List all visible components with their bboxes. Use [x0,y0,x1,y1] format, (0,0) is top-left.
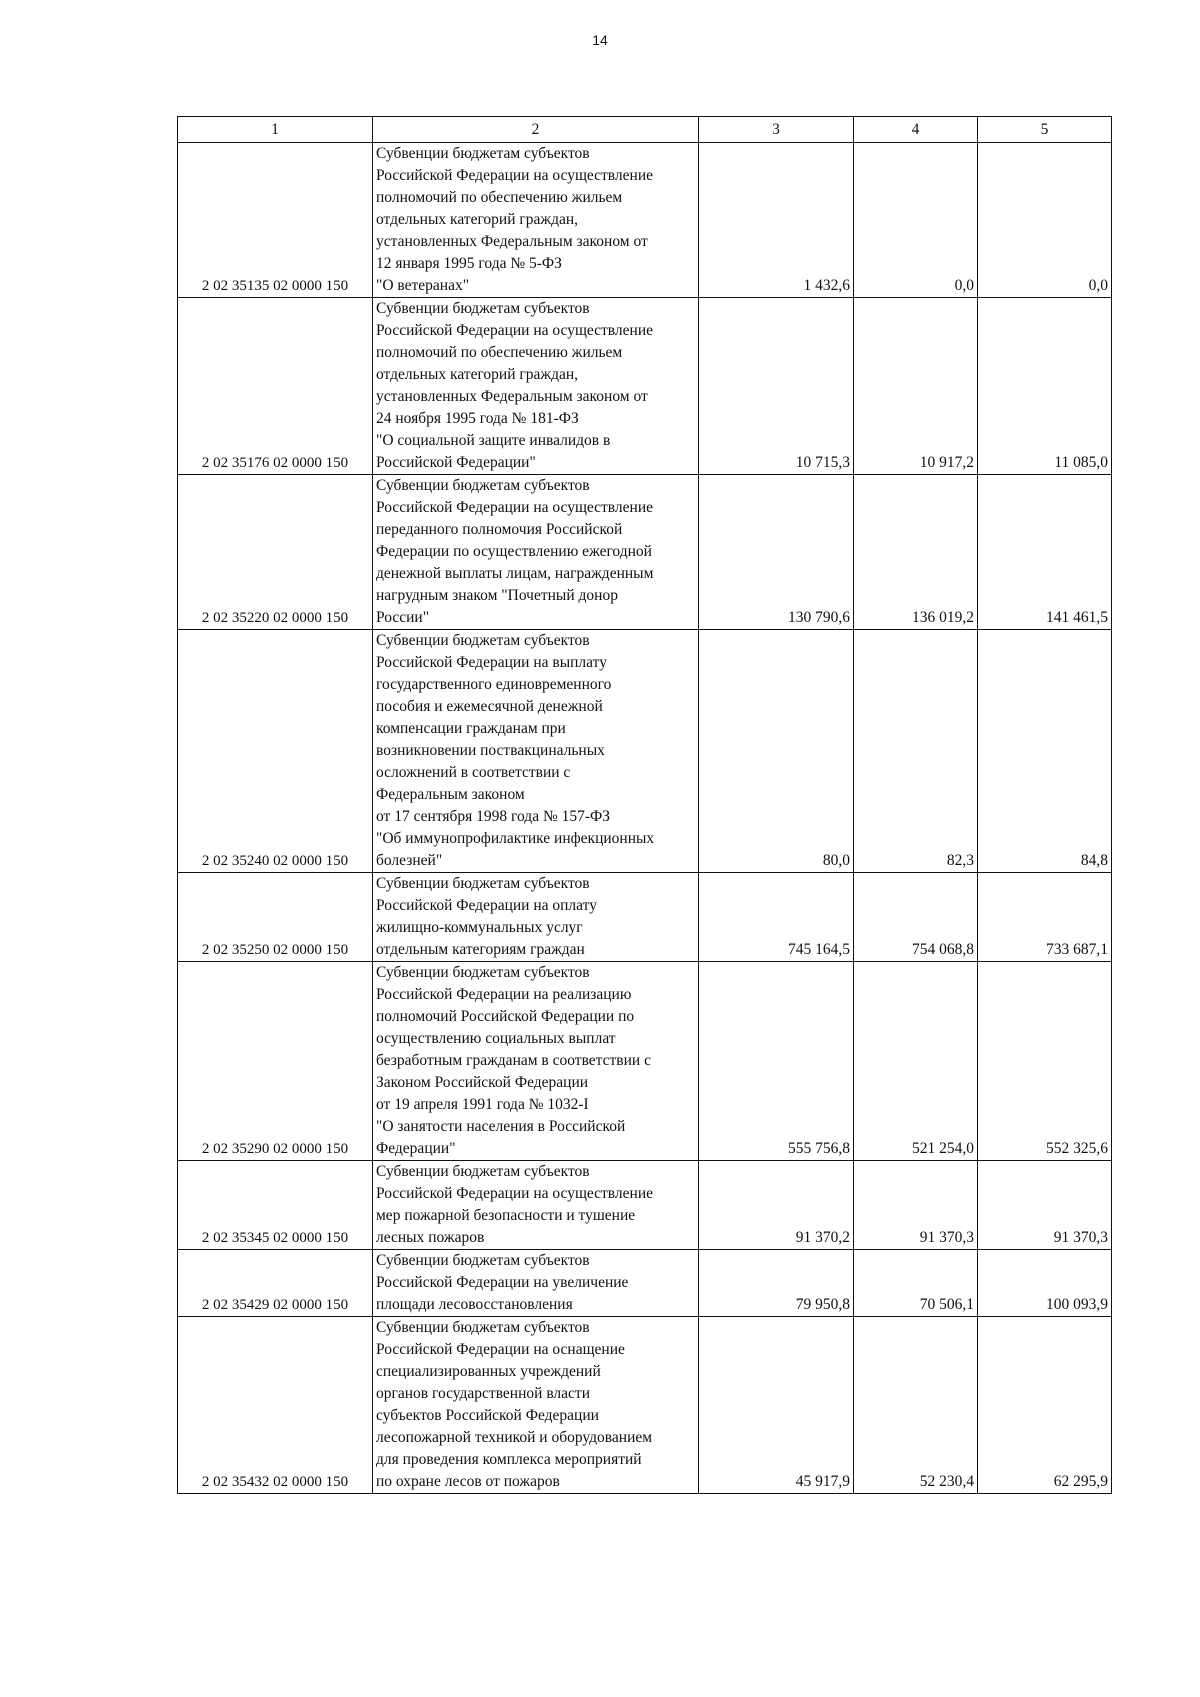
budget-code-cell: 2 02 35432 02 0000 150 [178,1317,373,1494]
amount-col5-cell: 0,0 [978,143,1112,298]
description-line: субъектов Российской Федерации [376,1407,599,1424]
description-line: полномочий по обеспечению жильем [376,344,623,361]
description-line: для проведения комплекса мероприятий [376,1451,642,1468]
amount-col4-cell: 10 917,2 [854,298,978,475]
description-cell [373,1250,699,1317]
description-line: Российской Федерации" [376,454,536,471]
amount-col4-cell: 52 230,4 [854,1317,978,1494]
description-line: Субвенции бюджетам субъектов [376,1319,590,1336]
header-col-2: 2 [373,117,699,143]
budget-code-cell: 2 02 35220 02 0000 150 [178,475,373,630]
description-line: Российской Федерации на осуществление [376,499,654,516]
description-line: Российской Федерации на увеличение [376,1274,629,1291]
description-line: мер пожарной безопасности и тушение [376,1207,636,1224]
description-line: жилищно-коммунальных услуг [376,919,583,936]
description-line: "О ветеранах" [376,277,470,294]
description-cell [373,630,699,873]
description-line: переданного полномочия Российской [376,521,623,538]
description-line: Субвенции бюджетам субъектов [376,300,590,317]
table-body [178,143,1112,1494]
description-line: по охране лесов от пожаров [376,1473,560,1490]
table-row [178,962,1112,1161]
description-line: Субвенции бюджетам субъектов [376,875,590,892]
description-line: Федеральным законом [376,786,525,803]
amount-col4-cell: 82,3 [854,630,978,873]
description-line: государственного единовременного [376,676,612,693]
description-line: Федерации по осуществлению ежегодной [376,543,652,560]
description-line: специализированных учреждений [376,1363,601,1380]
description-line: от 17 сентября 1998 года № 157-ФЗ [376,808,611,825]
amount-col5-cell: 11 085,0 [978,298,1112,475]
description-line: от 19 апреля 1991 года № 1032-I [376,1096,589,1113]
description-cell [373,873,699,962]
description-line: болезней" [376,852,443,869]
table-row [178,1161,1112,1250]
amount-col4-cell: 91 370,3 [854,1161,978,1250]
description-line: России" [376,609,430,626]
table-row [178,630,1112,873]
budget-code-cell: 2 02 35135 02 0000 150 [178,143,373,298]
budget-table [177,116,1112,1494]
description-line: Субвенции бюджетам субъектов [376,477,590,494]
amount-col5-cell: 84,8 [978,630,1112,873]
description-line: установленных Федеральным законом от [376,233,648,250]
description-line: отдельных категорий граждан, [376,366,579,383]
description-line: отдельным категориям граждан [376,941,585,958]
description-line: возникновении поствакцинальных [376,742,605,759]
description-line: Субвенции бюджетам субъектов [376,1252,590,1269]
description-line: пособия и ежемесячной денежной [376,698,603,715]
description-line: Российской Федерации на осуществление [376,167,654,184]
description-line: Российской Федерации на оплату [376,897,597,914]
description-line: Российской Федерации на осуществление [376,1185,654,1202]
description-line: Субвенции бюджетам субъектов [376,632,590,649]
description-line: лесопожарной техникой и оборудованием [376,1429,653,1446]
header-col-3: 3 [699,117,854,143]
table-row [178,1250,1112,1317]
description-line: установленных Федеральным законом от [376,388,648,405]
description-line: "О занятости населения в Российской [376,1118,626,1135]
amount-col4-cell: 521 254,0 [854,962,978,1161]
description-line: 24 ноября 1995 года № 181-ФЗ [376,410,579,427]
table-row [178,1317,1112,1494]
amount-col4-cell: 0,0 [854,143,978,298]
description-cell [373,143,699,298]
header-col-1: 1 [178,117,373,143]
description-line: полномочий по обеспечению жильем [376,189,623,206]
amount-col3-cell: 79 950,8 [699,1250,854,1317]
description-line: Законом Российской Федерации [376,1074,589,1091]
budget-code-cell: 2 02 35290 02 0000 150 [178,962,373,1161]
description-line: компенсации гражданам при [376,720,566,737]
description-line: "О социальной защите инвалидов в [376,432,611,449]
description-cell [373,475,699,630]
description-line: 12 января 1995 года № 5-ФЗ [376,255,562,272]
description-line: Субвенции бюджетам субъектов [376,1163,590,1180]
table-row [178,298,1112,475]
amount-col4-cell: 70 506,1 [854,1250,978,1317]
amount-col3-cell: 130 790,6 [699,475,854,630]
description-cell [373,1161,699,1250]
budget-code-cell: 2 02 35240 02 0000 150 [178,630,373,873]
budget-code-cell: 2 02 35345 02 0000 150 [178,1161,373,1250]
table-row [178,143,1112,298]
table-row [178,475,1112,630]
description-cell [373,1317,699,1494]
budget-code-cell: 2 02 35429 02 0000 150 [178,1250,373,1317]
description-line: полномочий Российской Федерации по [376,1008,635,1025]
page-number: 14 [592,32,608,48]
description-line: лесных пожаров [376,1229,485,1246]
amount-col5-cell: 141 461,5 [978,475,1112,630]
description-line: Субвенции бюджетам субъектов [376,145,590,162]
description-line: осложнений в соответствии с [376,764,571,781]
description-line: Российской Федерации на осуществление [376,322,654,339]
description-line: Российской Федерации на оснащение [376,1341,625,1358]
amount-col3-cell: 91 370,2 [699,1161,854,1250]
amount-col5-cell: 100 093,9 [978,1250,1112,1317]
budget-code-cell: 2 02 35176 02 0000 150 [178,298,373,475]
description-line: осуществлению социальных выплат [376,1030,616,1047]
amount-col5-cell: 91 370,3 [978,1161,1112,1250]
description-cell [373,298,699,475]
description-line: площади лесовосстановления [376,1296,573,1313]
description-line: отдельных категорий граждан, [376,211,579,228]
amount-col4-cell: 754 068,8 [854,873,978,962]
description-line: денежной выплаты лицам, награжденным [376,565,654,582]
amount-col3-cell: 80,0 [699,630,854,873]
description-line: органов государственной власти [376,1385,590,1402]
amount-col5-cell: 62 295,9 [978,1317,1112,1494]
budget-code-cell: 2 02 35250 02 0000 150 [178,873,373,962]
description-line: нагрудным знаком "Почетный донор [376,587,618,604]
amount-col3-cell: 1 432,6 [699,143,854,298]
description-line: Российской Федерации на реализацию [376,986,632,1003]
amount-col3-cell: 45 917,9 [699,1317,854,1494]
amount-col4-cell: 136 019,2 [854,475,978,630]
header-col-4: 4 [854,117,978,143]
amount-col5-cell: 733 687,1 [978,873,1112,962]
amount-col5-cell: 552 325,6 [978,962,1112,1161]
description-line: Российской Федерации на выплату [376,654,607,671]
description-line: "Об иммунопрофилактике инфекционных [376,830,655,847]
amount-col3-cell: 10 715,3 [699,298,854,475]
table-row [178,873,1112,962]
amount-col3-cell: 555 756,8 [699,962,854,1161]
amount-col3-cell: 745 164,5 [699,873,854,962]
description-line: Федерации" [376,1140,456,1157]
description-cell [373,962,699,1161]
table-header-row [178,117,1112,143]
description-line: Субвенции бюджетам субъектов [376,964,590,981]
description-line: безработным гражданам в соответствии с [376,1052,651,1069]
header-col-5: 5 [978,117,1112,143]
